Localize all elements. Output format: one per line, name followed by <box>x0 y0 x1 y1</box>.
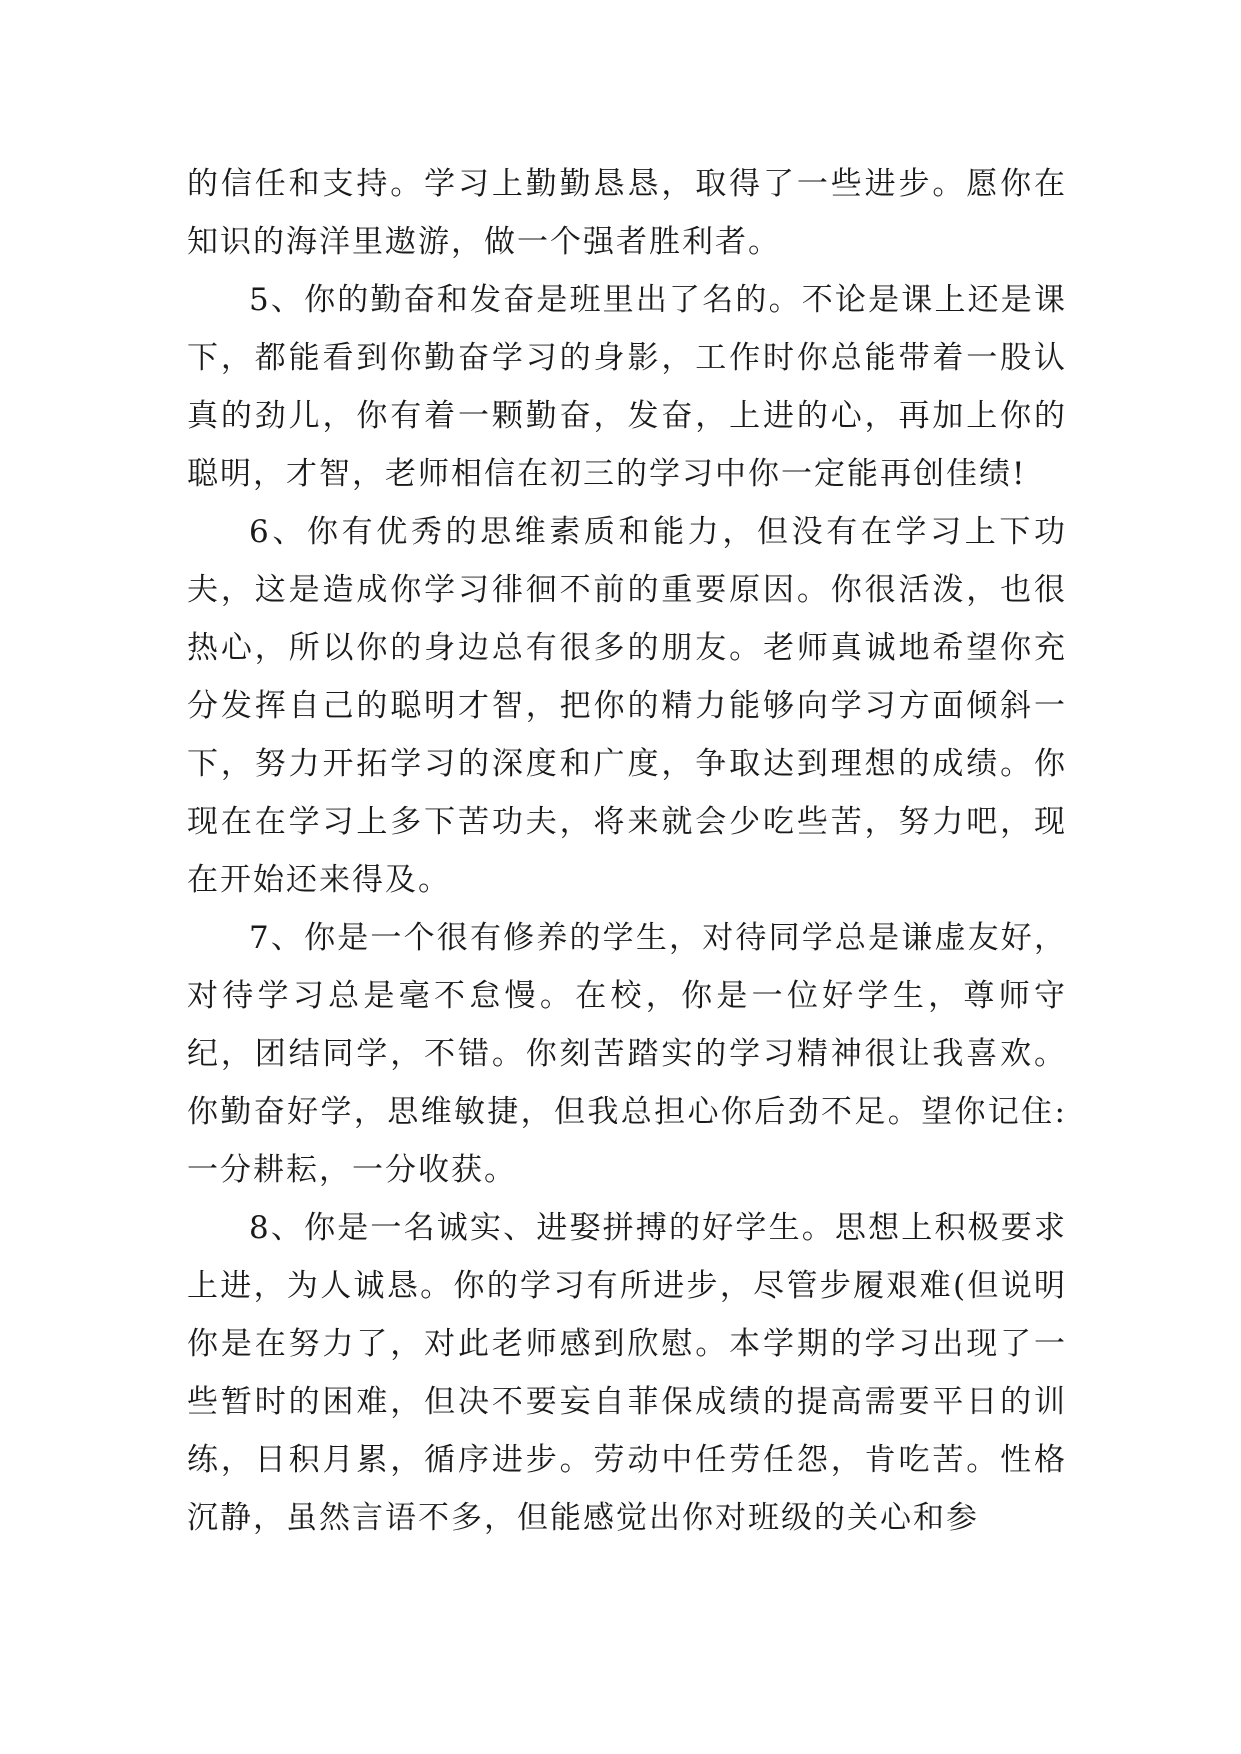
paragraph-8: 8、你是一名诚实、进娶拼搏的好学生。思想上积极要求上进，为人诚恳。你的学习有所进步，尽管步履艰难(但说明你是在努力了，对此老师感到欣慰。本学期的学习出现了一些暂时的困难，但决不要妄自菲保成绩的提高需要平日的训练，日积月累，循序进步。劳动中任劳任怨，肯吃苦。性格沉静，虽然言语不多，但能感觉出你对班级的关心和参 <box>187 1210 1067 1536</box>
paragraph-6: 6、你有优秀的思维素质和能力，但没有在学习上下功夫，这是造成你学习徘徊不前的重要原因。你很活泼，也很热心，所以你的身边总有很多的朋友。老师真诚地希望你充分发挥自己的聪明才智，把你的精力能够向学习方面倾斜一下，努力开拓学习的深度和广度，争取达到理想的成绩。你现在在学习上多下苦功夫，将来就会少吃些苦，努力吧，现在开始还来得及。 <box>187 514 1067 898</box>
paragraph-5: 5、你的勤奋和发奋是班里出了名的。不论是课上还是课下，都能看到你勤奋学习的身影，工作时你总能带着一股认真的劲儿，你有着一颗勤奋，发奋，上进的心，再加上你的聪明，才智，老师相信在初三的学习中你一定能再创佳绩! <box>187 282 1067 492</box>
paragraph-7: 7、你是一个很有修养的学生，对待同学总是谦虚友好，对待学习总是毫不怠慢。在校，你是一位好学生，尊师守纪，团结同学，不错。你刻苦踏实的学习精神很让我喜欢。你勤奋好学，思维敏捷，但我总担心你后劲不足。望你记住:一分耕耘，一分收获。 <box>187 920 1067 1188</box>
paragraph-4-continuation: 的信任和支持。学习上勤勤恳恳，取得了一些进步。愿你在知识的海洋里遨游，做一个强者胜利者。 <box>187 166 1067 260</box>
document-body <box>187 155 1067 1547</box>
